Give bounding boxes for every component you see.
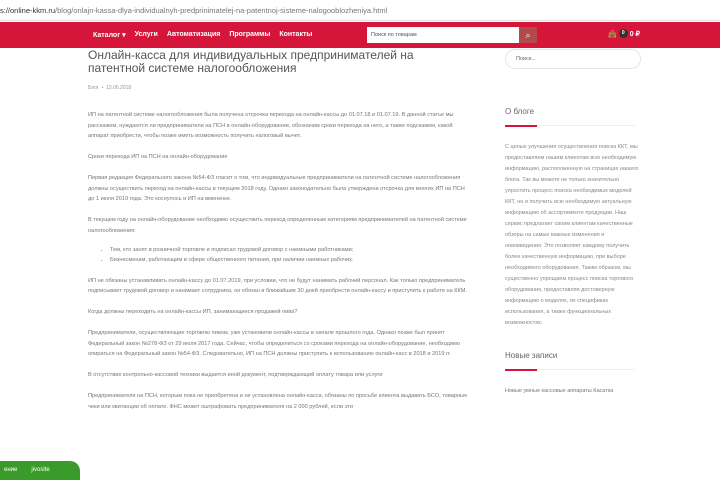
subheading: Когда должны переходить на онлайн-кассы ИП, занимающиеся продажей пива?	[88, 309, 298, 315]
recent-post-link[interactable]: Новые умные кассовые аппараты Касатка	[505, 388, 614, 394]
subheading: Сроки перехода ИП на ПСН на онлайн-оборудование	[88, 154, 228, 160]
paragraph: Первая редакция Федерального закона №54-ФЗ гласит о том, что индивидуальные предприниматели на патентной системе налогообложения должны осуществить переход на онлайн-кассы в текущем 2018 году. Однако законодательно была утверждена отсрочка для многих ИП на ПСН до 1 июля 2019 года. Это коснулось и ИП на вмененке.	[88, 175, 465, 202]
search-button[interactable]	[519, 27, 537, 43]
divider	[505, 125, 635, 126]
post-category[interactable]: Блог	[88, 85, 99, 91]
cart-total: 0 ₽	[629, 30, 641, 38]
chat-widget[interactable]	[0, 461, 80, 480]
recent-posts-title: Новые записи	[505, 351, 558, 360]
sidebar-search-input[interactable]: Поиск...	[505, 49, 641, 69]
post-date: 13.06.2018	[106, 85, 132, 91]
nav-services[interactable]: Услуги	[134, 31, 158, 38]
chat-label: ение	[4, 467, 18, 473]
paragraph: Предприниматели, осуществляющие торговлю пивом, уже установили онлайн-кассы в начале прошлого года. Однако позже был принят Федеральный закон №278-ФЗ от 29 июля 2017 года. Сейчас, чтобы определиться со сроками перехода на онлайн-оборудование, необходимо опираться на Федеральный закон №54-ФЗ. Следовательно, ИП на ПСН должны приступить к использованию онлайн-касс в 2018 и 2019 гг.	[88, 330, 460, 357]
product-search-input[interactable]: Поиск по товарам	[367, 27, 519, 43]
paragraph: Предприниматели на ПСН, которым пока не приобретена и не установлена онлайн-касса, обязаны по просьбе клиента выдавать БСО, товарные чеки или квитанции об оплате. ФНС может оштрафовать предпринимателя на 2 000 рублей, если эти	[88, 393, 468, 410]
cart-count-badge: 0	[619, 29, 628, 38]
url-path: /blog/onlajn-kassa-dlya-individualnyh-predprinimatelej-na-patentnoj-sisteme-nalogooblozheniya.html	[55, 6, 388, 15]
post-meta: Блог • 13.06.2018	[88, 85, 132, 91]
bullet-list	[110, 245, 470, 266]
nav-programs[interactable]: Программы	[229, 31, 271, 38]
about-widget-title: О блоге	[505, 107, 535, 116]
nav-contacts[interactable]: Контакты	[279, 31, 313, 38]
address-bar[interactable]	[0, 0, 720, 21]
paragraph: В текущем году на онлайн-оборудование необходимо осуществить переход определенным категориям предпринимателей на патентной системе налогообложения:	[88, 217, 467, 234]
nav-catalog[interactable]: Каталог ▾	[93, 32, 126, 39]
nav-automation[interactable]: Автоматизация	[166, 31, 221, 38]
divider	[505, 369, 635, 370]
article	[88, 49, 470, 423]
url-domain: s://online-kkm.ru	[0, 6, 56, 15]
main-menu	[93, 31, 312, 39]
paragraph: ИП на патентной системе налогообложения была получена отсрочка перехода на онлайн-кассы до 01.07.18 и 01.07.19. В данной статье мы расскажем, нуждаются ли предприниматели на ПСН в онлайн-оборудовании, обозначим сроки перехода на него, а также подскажем, какой аппарат приобрести, чтобы позже иметь возможность получить налоговый вычет.	[88, 112, 454, 139]
about-text: С целью улучшения осуществления поиска ККТ, мы предоставляем нашим клиентам всю необходимую информацию, расположенную на страницах нашего блога. Так вы можете не только значительно упростить процесс поиска необходимых моделей ККТ, но и получить всю необходимую актуальную информацию об ассортименте продукции. Наш сервис предлагает своим клиентам качественные обзоры на самые важные изменения и нововведения. Это позволяет каждому получить более качественную информацию, при выборе необходимого оборудования. Таким образом, мы существенно упрощаем процесс поиска торгового оборудования, предоставляя достоверную информацию о моделях, их спецификах использования, а также функциональных возможностях.	[505, 144, 639, 326]
chat-brand: jivosite	[31, 467, 50, 473]
top-nav	[0, 22, 720, 48]
sidebar	[505, 49, 641, 397]
search-icon: ⌕	[525, 30, 531, 40]
cart-button[interactable]	[608, 29, 640, 38]
subheading: В отсутствие контрольно-кассовой техники выдается иной документ, подтверждающий оплату товара или услуги	[88, 372, 383, 378]
list-item: • Бизнесменам, работающим в сфере общественного питания, при наличии наемных рабочих.	[110, 255, 470, 266]
article-body	[88, 110, 470, 412]
list-item: • Тем, кто занят в розничной торговле и подписал трудовой договор с наемными работниками;	[110, 245, 470, 256]
page-title: Онлайн-касса для индивидуальных предпринимателей на патентной системе налогообложения	[88, 48, 414, 75]
bag-icon: 👜	[608, 30, 617, 38]
paragraph: ИП не обязаны устанавливать онлайн-кассу до 01.07.2019, при условии, что не будут нанимать рабочий персонал. Как только предприниматель подписывает трудовой договор и нанимает сотрудника, он обязан в ближайшие 30 дней приобрести онлайн-кассу и приступить к работе на ККМ.	[88, 277, 467, 294]
